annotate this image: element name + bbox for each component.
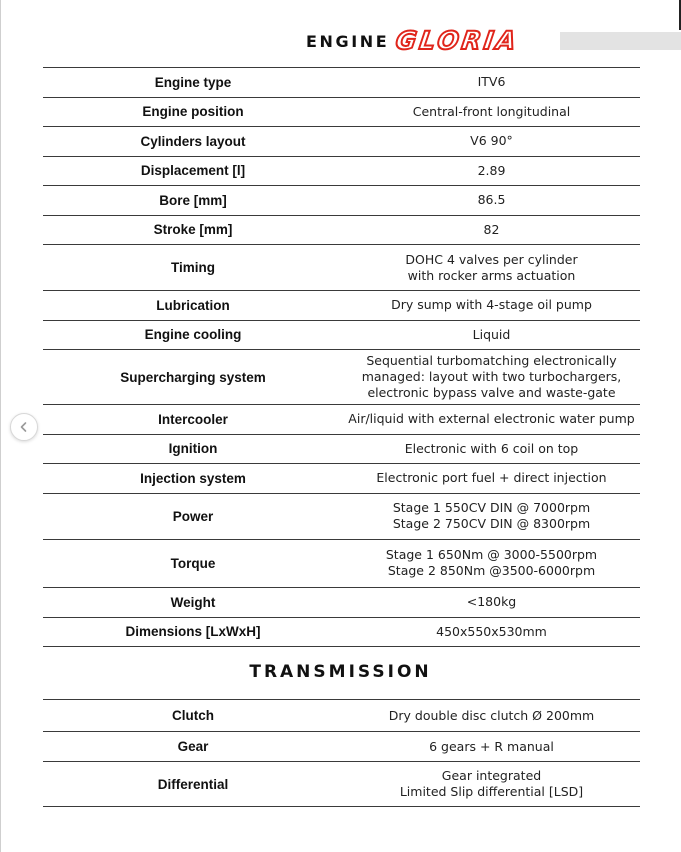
spec-value: Sequential turbomatching electronically managed: layout with two turbochargers, electronic bypass valve and waste-gate <box>361 353 622 400</box>
engine-spec-table <box>43 67 640 647</box>
table-row <box>43 349 640 404</box>
spec-value: V6 90° <box>470 133 513 149</box>
table-row <box>43 67 640 97</box>
frame-border <box>0 0 1 852</box>
spec-value: Stage 1 650Nm @ 3000-5500rpm Stage 2 850Nm @3500-6000rpm <box>385 547 598 578</box>
table-row <box>43 215 640 245</box>
spec-label: Stroke [mm] <box>153 222 233 238</box>
transmission-spec-table <box>43 699 640 807</box>
spec-label: Weight <box>170 594 216 610</box>
page-title: ENGINE <box>306 32 390 51</box>
spec-label: Engine position <box>142 104 244 120</box>
spec-value: 450x550x530mm <box>436 623 547 639</box>
spec-value: 86.5 <box>477 192 506 208</box>
table-row <box>43 761 640 807</box>
spec-label: Gear <box>177 739 209 754</box>
page-header <box>0 28 681 56</box>
spec-value: Air/liquid with external electronic water pump <box>348 411 635 427</box>
spec-value: Stage 1 550CV DIN @ 7000rpm Stage 2 750CV DIN @ 8300rpm <box>392 500 591 531</box>
spec-label: Displacement [l] <box>140 163 246 179</box>
table-row <box>43 699 640 731</box>
previous-slide-button[interactable] <box>10 413 38 441</box>
spec-value: 2.89 <box>477 162 506 178</box>
spec-value: ITV6 <box>477 74 506 90</box>
spec-label: Engine type <box>154 74 232 90</box>
spec-label: Lubrication <box>156 297 230 313</box>
table-row <box>43 617 640 647</box>
spec-label: Timing <box>170 260 215 275</box>
spec-value: DOHC 4 valves per cylinder with rocker arms actuation <box>405 251 578 283</box>
spec-label: Power <box>172 508 214 524</box>
spec-label: Intercooler <box>158 411 228 427</box>
spec-value: Gear integrated Limited Slip differential [LSD] <box>399 768 584 799</box>
table-row <box>43 404 640 434</box>
header-band <box>560 32 681 50</box>
table-row <box>43 97 640 127</box>
spec-label: Torque <box>170 555 216 571</box>
spec-label: Ignition <box>168 441 218 457</box>
spec-value: Electronic with 6 coil on top <box>404 440 579 456</box>
table-row <box>43 434 640 464</box>
spec-value: Electronic port fuel + direct injection <box>376 470 607 486</box>
table-row <box>43 539 640 587</box>
chevron-left-icon <box>18 421 30 433</box>
spec-label: Bore [mm] <box>159 192 227 208</box>
table-row <box>43 731 640 761</box>
table-row <box>43 244 640 290</box>
table-row <box>43 185 640 215</box>
spec-label: Differential <box>157 776 229 792</box>
spec-label: Clutch <box>172 708 214 723</box>
spec-value: Liquid <box>472 326 511 342</box>
table-row <box>43 290 640 320</box>
table-row <box>43 320 640 350</box>
transmission-title: TRANSMISSION <box>249 662 432 682</box>
table-row <box>43 493 640 539</box>
table-row <box>43 126 640 156</box>
table-row <box>43 587 640 617</box>
spec-label: Dimensions [LxWxH] <box>125 624 261 639</box>
spec-value: Central-front longitudinal <box>412 103 571 119</box>
table-row <box>43 463 640 493</box>
spec-label: Supercharging system <box>120 369 266 385</box>
table-row <box>43 156 640 186</box>
spec-label: Injection system <box>140 470 246 486</box>
spec-value: Dry sump with 4-stage oil pump <box>391 297 592 313</box>
spec-label: Cylinders layout <box>140 133 246 149</box>
spec-value: <180kg <box>466 594 517 609</box>
spec-value: 6 gears + R manual <box>429 738 554 754</box>
spec-value: 82 <box>483 221 500 237</box>
spec-label: Engine cooling <box>144 327 242 343</box>
brand-logo: GLORIA <box>393 26 521 55</box>
spec-value: Dry double disc clutch Ø 200mm <box>388 707 595 723</box>
